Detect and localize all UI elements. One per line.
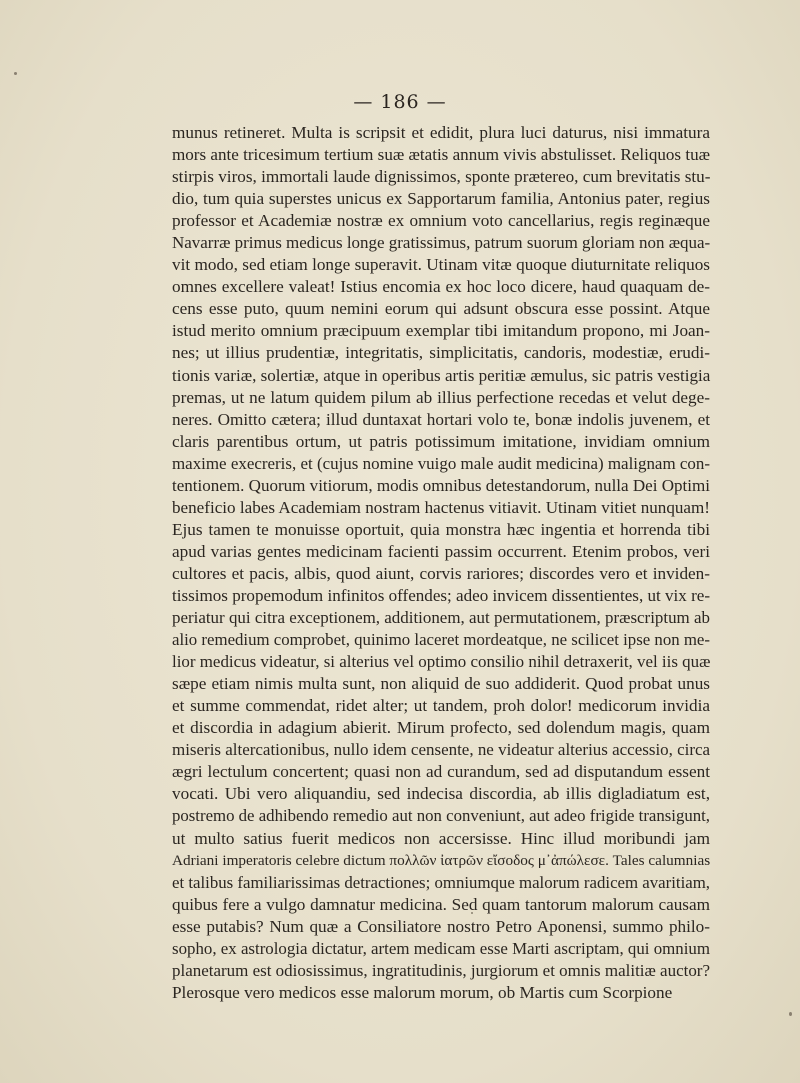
text-line: ut multo satius fuerit medicos non accersisse. Hinc illud moribundi jam (172, 828, 710, 848)
text-line: periatur qui citra exceptionem, additionem, aut permutationem, præscriptum ab (172, 608, 710, 628)
text-line: professor et Academiæ nostræ ex omnium voto cancellarius, regis reginæque (172, 211, 710, 231)
text-line: miseris altercationibus, nullo idem censente, ne videatur alterius accessio, circa (172, 740, 711, 760)
paper-speck (14, 72, 17, 75)
text-line: premas, ut ne latum quidem pilum ab illius perfectione recedas et velut dege- (172, 387, 710, 407)
text-line: dio, tum quia superstes unicus ex Sapportarum familia, Antonius pater, regius (172, 189, 710, 209)
text-line: tissimos propemodum infinitos offendes; adeo invicem dissentientes, ut vix re- (172, 585, 711, 605)
text-line: stirpis viros, immortali laude dignissimos, sponte prætereo, cum brevitatis stu- (172, 167, 711, 187)
text-line: maxime execreris, et (cujus nomine vuigo male audit medicina) malignam con- (172, 453, 710, 473)
text-line: quibus fere a vulgo damnatur medicina. Sed quam tantorum malorum causam (172, 894, 710, 914)
page-number: — 186 — (353, 91, 447, 113)
text-line: claris parentibus ortum, ut patris potissimum imitatione, invidiam omnium (172, 431, 710, 451)
text-line: sopho, ex astrologia dictatur, artem medicam esse Marti ascriptam, qui omnium (172, 938, 710, 958)
text-line: planetarum est odiosissimus, ingratitudinis, jurgiorum et omnis malitiæ auctor? (172, 960, 710, 980)
text-line: munus retineret. Multa is scripsit et edidit, plura luci daturus, nisi immatura (172, 123, 710, 142)
text-line: nes; ut illius prudentiæ, integritatis, simplicitatis, candoris, modestiæ, erudi- (172, 343, 710, 363)
text-line: neres. Omitto cætera; illud duntaxat hortari volo te, bonæ indolis juvenem, et (172, 409, 710, 429)
text-line: sæpe etiam nimis multa sunt, non aliquid de suo addiderit. Quod probat unus (172, 674, 710, 694)
text-line: cens esse puto, quum nemini eorum qui adsunt obscura esse possint. Atque (172, 299, 710, 319)
text-line: Adriani imperatoris celebre dictum πολλῶν ἰατρῶν εἴσοδος μ᾽ἀπώλεσε. Tales calumnias (172, 851, 711, 869)
text-line: postremo de adhibendo remedio aut non conveniunt, aut adeo frigide transigunt, (172, 806, 710, 826)
text-line: vit modo, sed etiam longe superavit. Utinam vitæ quoque diuturnitate reliquos (172, 255, 710, 275)
body-text (172, 122, 710, 1004)
text-line: et discordia in adagium abierit. Mirum profecto, sed dolendum magis, quam (172, 718, 710, 738)
text-line: Plerosque vero medicos esse malorum morum, ob Martis cum Scorpione (172, 982, 673, 1002)
text-line: apud varias gentes medicinam facienti passim occurrent. Etenim probos, veri (172, 541, 710, 561)
text-line: Ejus tamen te monuisse oportuit, quia monstra hæc ingentia et horrenda tibi (172, 519, 710, 539)
text-line: istud merito omnium præcipuum exemplar tibi imitandum propono, mi Joan- (172, 321, 710, 341)
text-line: et summe commendat, ridet alter; ut tandem, proh dolor! medicorum invidia (172, 696, 710, 716)
text-line: ægri lectulum concertent; quasi non ad curandum, sed ad disputandum essent (172, 762, 710, 782)
text-line: esse putabis? Num quæ a Consiliatore nostro Petro Aponensi, summo philo- (172, 916, 710, 936)
paper-speck (789, 1012, 792, 1016)
text-line: mors ante tricesimum tertium suæ ætatis annum vivis abstulisset. Reliquos tuæ (172, 145, 710, 165)
text-line: et talibus familiarissimas detractiones; omniumque malorum radicem avaritiam, (172, 872, 710, 892)
text-line: alio remedium comprobet, quinimo laceret mordeatque, ne scilicet ipse non me- (172, 630, 710, 650)
text-line: Navarræ primus medicus longe gratissimus, patrum suorum gloriam non æqua- (172, 233, 711, 253)
text-line: cultores et pacis, albis, quod aiunt, corvis rariores; discordes vero et inviden- (172, 563, 710, 583)
text-line: beneficio labes Academiam nostram hactenus vitiavit. Utinam vitiet nunquam! (172, 497, 710, 517)
text-line: tionis variæ, solertiæ, atque in operibus artis peritiæ æmulus, sic patris vestigia (172, 365, 711, 385)
text-line: lior medicus videatur, si alterius vel optimo consilio nihil detraxerit, vel iis quæ (172, 652, 711, 672)
text-line: vocati. Ubi vero aliquandiu, sed indecisa discordia, ab illis digladiatum est, (172, 784, 710, 804)
text-line: tentionem. Quorum vitiorum, modis omnibus detestandorum, nulla Dei Optimi (172, 475, 710, 495)
text-line: omnes excellere valeat! Istius encomia ex hoc loco dicere, haud quaquam de- (172, 277, 710, 297)
